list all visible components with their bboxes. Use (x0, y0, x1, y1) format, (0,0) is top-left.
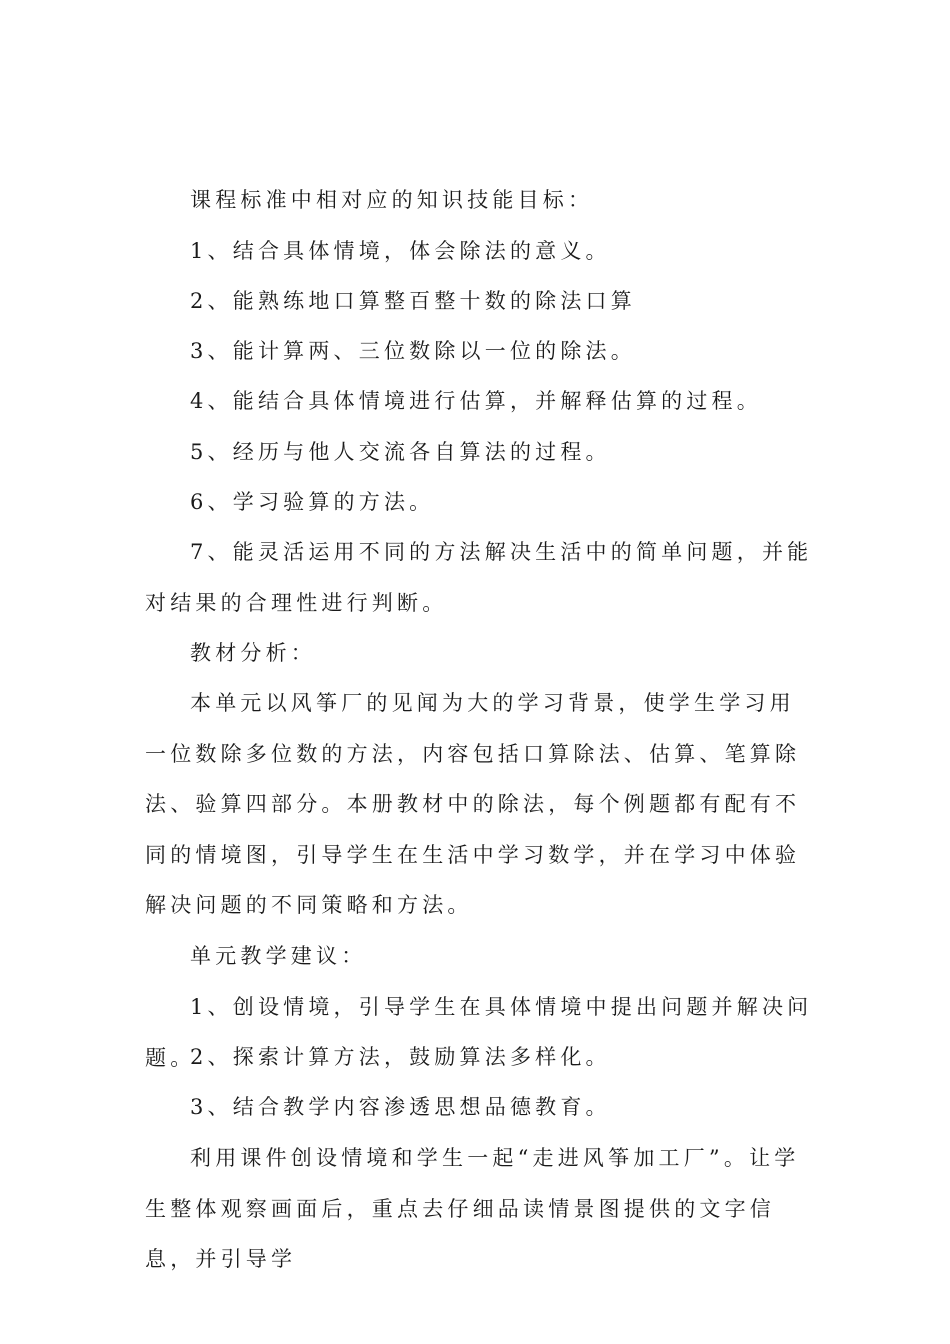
paragraph-goal-3: 3、能计算两、三位数除以一位的除法。 (190, 339, 636, 363)
paragraph-goal-2: 2、能熟练地口算整百整十数的除法口算 (190, 289, 636, 313)
paragraph-goal-4: 4、能结合具体情境进行估算，并解释估算的过程。 (190, 389, 762, 413)
paragraph-goal-1: 1、结合具体情境，体会除法的意义。 (190, 239, 611, 263)
paragraph-goal-5: 5、经历与他人交流各自算法的过程。 (190, 440, 611, 464)
paragraph-analysis-body: 本单元以风筝厂的见闻为大的学习背景，使学生学习用一位数除多位数的方法，内容包括口算除法、估算、笔算除法、验算四部分。本册教材中的除法，每个例题都有配有不同的情境图，引导学生在生活中学习数学，并在学习中体验解决问题的不同策略和方法。 (145, 691, 801, 917)
paragraph-suggestion-1: 1、创设情境，引导学生在具体情境中提出问题并解决问题。 (145, 995, 813, 1070)
paragraph-courseware: 利用课件创设情境和学生一起“走进风筝加工厂”。让学生整体观察画面后，重点去仔细品读情景图提供的文字信息，并引导学 (145, 1146, 800, 1271)
paragraph-goal-6: 6、学习验算的方法。 (190, 490, 435, 514)
paragraph-goals-heading: 课程标准中相对应的知识技能目标： (190, 188, 594, 212)
paragraph-suggestion-3: 3、结合教学内容渗透思想品德教育。 (190, 1095, 611, 1119)
paragraph-suggestion-2: 2、探索计算方法，鼓励算法多样化。 (190, 1045, 611, 1069)
paragraph-goal-7: 7、能灵活运用不同的方法解决生活中的简单问题，并能对结果的合理性进行判断。 (145, 540, 813, 615)
paragraph-analysis-heading: 教材分析： (190, 641, 316, 665)
paragraph-suggestions-heading: 单元教学建议： (190, 944, 367, 968)
